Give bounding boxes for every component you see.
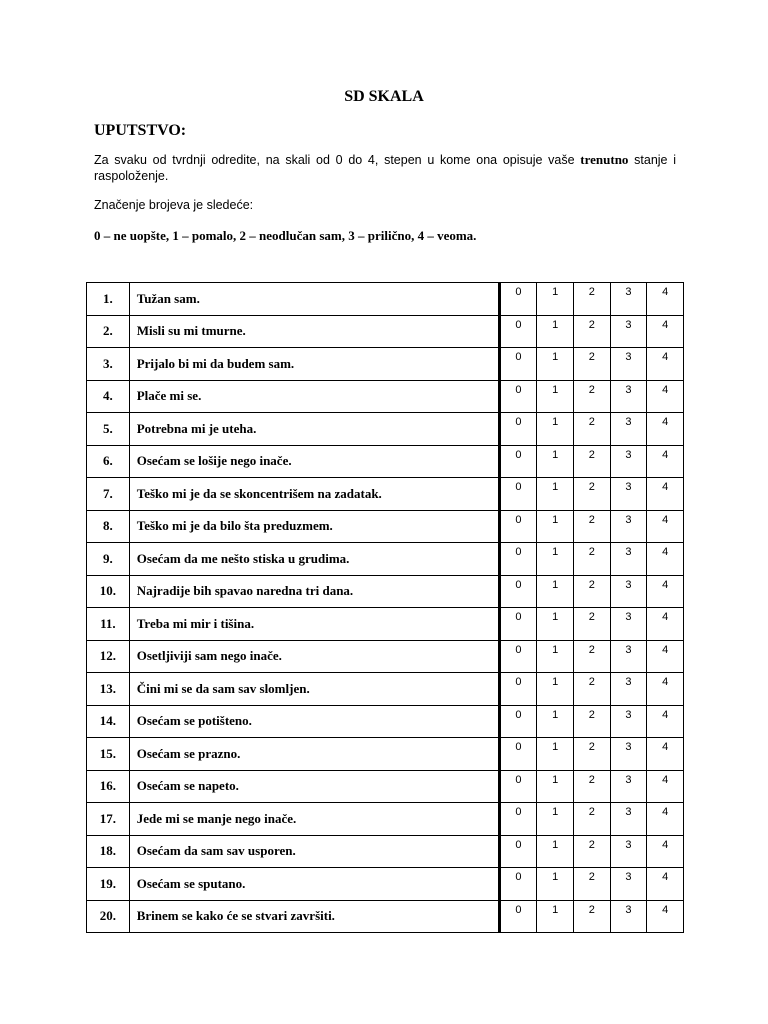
table-row — [87, 575, 684, 608]
item-statement: Čini mi se da sam sav slomljen. — [129, 673, 499, 706]
rating-option-3[interactable]: 3 — [610, 803, 647, 836]
rating-option-3[interactable]: 3 — [610, 478, 647, 511]
rating-option-4[interactable]: 4 — [647, 380, 684, 413]
rating-option-1[interactable]: 1 — [537, 868, 574, 901]
rating-option-0[interactable]: 0 — [499, 835, 537, 868]
rating-option-4[interactable]: 4 — [647, 283, 684, 316]
rating-option-4[interactable]: 4 — [647, 445, 684, 478]
item-statement: Plače mi se. — [129, 380, 499, 413]
rating-option-4[interactable]: 4 — [647, 900, 684, 933]
rating-option-1[interactable]: 1 — [537, 575, 574, 608]
rating-option-3[interactable]: 3 — [610, 770, 647, 803]
rating-option-3[interactable]: 3 — [610, 315, 647, 348]
rating-option-0[interactable]: 0 — [499, 315, 537, 348]
rating-option-2[interactable]: 2 — [573, 283, 610, 316]
rating-option-4[interactable]: 4 — [647, 868, 684, 901]
table-row — [87, 348, 684, 381]
rating-option-4[interactable]: 4 — [647, 543, 684, 576]
item-statement: Osećam da me nešto stiska u grudima. — [129, 543, 499, 576]
rating-option-4[interactable]: 4 — [647, 803, 684, 836]
item-number: 18. — [87, 835, 130, 868]
item-statement: Osetljiviji sam nego inače. — [129, 640, 499, 673]
instruction-text-before: Za svaku od tvrdnji odredite, na skali od 0 do 4, stepen u kome ona opisuje vaše — [94, 153, 581, 167]
rating-option-0[interactable]: 0 — [499, 900, 537, 933]
rating-option-3[interactable]: 3 — [610, 413, 647, 446]
table-row — [87, 478, 684, 511]
rating-option-4[interactable]: 4 — [647, 413, 684, 446]
item-number: 14. — [87, 705, 130, 738]
item-number: 1. — [87, 283, 130, 316]
item-number: 4. — [87, 380, 130, 413]
rating-option-0[interactable]: 0 — [499, 640, 537, 673]
rating-option-2[interactable]: 2 — [573, 575, 610, 608]
item-statement: Osećam se lošije nego inače. — [129, 445, 499, 478]
rating-option-1[interactable]: 1 — [537, 283, 574, 316]
rating-option-4[interactable]: 4 — [647, 575, 684, 608]
rating-option-3[interactable]: 3 — [610, 608, 647, 641]
rating-option-1[interactable]: 1 — [537, 673, 574, 706]
item-number: 15. — [87, 738, 130, 771]
rating-option-3[interactable]: 3 — [610, 348, 647, 381]
rating-option-0[interactable]: 0 — [499, 380, 537, 413]
table-row — [87, 640, 684, 673]
rating-option-4[interactable]: 4 — [647, 640, 684, 673]
item-number: 2. — [87, 315, 130, 348]
rating-option-1[interactable]: 1 — [537, 803, 574, 836]
scale-legend: 0 – ne uopšte, 1 – pomalo, 2 – neodlučan sam, 3 – prilično, 4 – veoma. — [94, 228, 477, 243]
item-statement: Najradije bih spavao naredna tri dana. — [129, 575, 499, 608]
rating-option-2[interactable]: 2 — [573, 380, 610, 413]
item-number: 9. — [87, 543, 130, 576]
rating-option-3[interactable]: 3 — [610, 445, 647, 478]
rating-option-1[interactable]: 1 — [537, 510, 574, 543]
rating-option-2[interactable]: 2 — [573, 640, 610, 673]
table-row — [87, 510, 684, 543]
item-number: 5. — [87, 413, 130, 446]
item-number: 8. — [87, 510, 130, 543]
item-statement: Osećam se sputano. — [129, 868, 499, 901]
item-statement: Jede mi se manje nego inače. — [129, 803, 499, 836]
rating-option-0[interactable]: 0 — [499, 608, 537, 641]
rating-option-3[interactable]: 3 — [610, 835, 647, 868]
table-row — [87, 315, 684, 348]
item-statement: Osećam se napeto. — [129, 770, 499, 803]
item-statement: Brinem se kako će se stvari završiti. — [129, 900, 499, 933]
rating-option-2[interactable]: 2 — [573, 445, 610, 478]
table-row — [87, 413, 684, 446]
item-statement: Prijalo bi mi da budem sam. — [129, 348, 499, 381]
item-number: 6. — [87, 445, 130, 478]
rating-option-3[interactable]: 3 — [610, 283, 647, 316]
rating-option-1[interactable]: 1 — [537, 770, 574, 803]
item-number: 3. — [87, 348, 130, 381]
rating-option-0[interactable]: 0 — [499, 283, 537, 316]
rating-option-0[interactable]: 0 — [499, 868, 537, 901]
rating-option-4[interactable]: 4 — [647, 673, 684, 706]
rating-option-0[interactable]: 0 — [499, 673, 537, 706]
rating-option-3[interactable]: 3 — [610, 705, 647, 738]
rating-option-1[interactable]: 1 — [537, 348, 574, 381]
rating-option-0[interactable]: 0 — [499, 738, 537, 771]
rating-option-4[interactable]: 4 — [647, 608, 684, 641]
rating-option-3[interactable]: 3 — [610, 510, 647, 543]
table-row — [87, 283, 684, 316]
item-statement: Osećam se potišteno. — [129, 705, 499, 738]
instruction-text-after: stanje i raspoloženje. — [94, 153, 676, 183]
rating-option-1[interactable]: 1 — [537, 835, 574, 868]
rating-option-4[interactable]: 4 — [647, 478, 684, 511]
item-statement: Treba mi mir i tišina. — [129, 608, 499, 641]
item-number: 13. — [87, 673, 130, 706]
rating-option-1[interactable]: 1 — [537, 315, 574, 348]
rating-option-2[interactable]: 2 — [573, 705, 610, 738]
rating-option-1[interactable]: 1 — [537, 900, 574, 933]
rating-option-3[interactable]: 3 — [610, 575, 647, 608]
item-number: 7. — [87, 478, 130, 511]
rating-option-0[interactable]: 0 — [499, 770, 537, 803]
item-number: 11. — [87, 608, 130, 641]
rating-option-0[interactable]: 0 — [499, 413, 537, 446]
rating-option-2[interactable]: 2 — [573, 510, 610, 543]
rating-option-4[interactable]: 4 — [647, 510, 684, 543]
instructions-heading: UPUTSTVO: — [94, 122, 187, 139]
rating-option-4[interactable]: 4 — [647, 348, 684, 381]
rating-option-2[interactable]: 2 — [573, 608, 610, 641]
item-statement: Teško mi je da se skoncentrišem na zadatak. — [129, 478, 499, 511]
table-row — [87, 380, 684, 413]
rating-option-0[interactable]: 0 — [499, 445, 537, 478]
rating-option-4[interactable]: 4 — [647, 770, 684, 803]
item-statement: Osećam se prazno. — [129, 738, 499, 771]
rating-option-0[interactable]: 0 — [499, 803, 537, 836]
rating-option-3[interactable]: 3 — [610, 543, 647, 576]
item-number: 17. — [87, 803, 130, 836]
table-row — [87, 705, 684, 738]
item-statement: Osećam da sam sav usporen. — [129, 835, 499, 868]
item-statement: Tužan sam. — [129, 283, 499, 316]
instruction-text-bold: trenutno — [580, 152, 629, 167]
rating-option-2[interactable]: 2 — [573, 315, 610, 348]
table-row — [87, 445, 684, 478]
rating-option-3[interactable]: 3 — [610, 868, 647, 901]
rating-option-2[interactable]: 2 — [573, 738, 610, 771]
item-statement: Potrebna mi je uteha. — [129, 413, 499, 446]
meaning-label: Značenje brojeva je sledeće: — [94, 198, 254, 212]
rating-option-3[interactable]: 3 — [610, 673, 647, 706]
table-row — [87, 868, 684, 901]
rating-option-4[interactable]: 4 — [647, 705, 684, 738]
table-row — [87, 543, 684, 576]
rating-option-1[interactable]: 1 — [537, 640, 574, 673]
table-row — [87, 900, 684, 933]
rating-option-3[interactable]: 3 — [610, 738, 647, 771]
rating-option-2[interactable]: 2 — [573, 868, 610, 901]
rating-table — [86, 282, 684, 933]
rating-option-1[interactable]: 1 — [537, 738, 574, 771]
rating-option-2[interactable]: 2 — [573, 413, 610, 446]
rating-option-3[interactable]: 3 — [610, 640, 647, 673]
rating-option-2[interactable]: 2 — [573, 673, 610, 706]
rating-option-3[interactable]: 3 — [610, 900, 647, 933]
rating-option-4[interactable]: 4 — [647, 315, 684, 348]
rating-option-1[interactable]: 1 — [537, 543, 574, 576]
rating-option-1[interactable]: 1 — [537, 413, 574, 446]
rating-option-2[interactable]: 2 — [573, 478, 610, 511]
table-row — [87, 738, 684, 771]
item-number: 12. — [87, 640, 130, 673]
rating-option-3[interactable]: 3 — [610, 380, 647, 413]
document-title: SD SKALA — [344, 88, 424, 105]
table-row — [87, 770, 684, 803]
rating-option-0[interactable]: 0 — [499, 575, 537, 608]
rating-option-1[interactable]: 1 — [537, 445, 574, 478]
rating-option-0[interactable]: 0 — [499, 348, 537, 381]
table-row — [87, 673, 684, 706]
item-number: 16. — [87, 770, 130, 803]
rating-option-2[interactable]: 2 — [573, 835, 610, 868]
rating-option-2[interactable]: 2 — [573, 900, 610, 933]
rating-option-2[interactable]: 2 — [573, 803, 610, 836]
rating-option-0[interactable]: 0 — [499, 478, 537, 511]
rating-option-1[interactable]: 1 — [537, 608, 574, 641]
rating-option-0[interactable]: 0 — [499, 510, 537, 543]
rating-option-2[interactable]: 2 — [573, 543, 610, 576]
item-statement: Teško mi je da bilo šta preduzmem. — [129, 510, 499, 543]
item-number: 19. — [87, 868, 130, 901]
rating-option-0[interactable]: 0 — [499, 705, 537, 738]
rating-option-0[interactable]: 0 — [499, 543, 537, 576]
rating-option-4[interactable]: 4 — [647, 738, 684, 771]
rating-option-2[interactable]: 2 — [573, 348, 610, 381]
rating-option-1[interactable]: 1 — [537, 705, 574, 738]
rating-option-1[interactable]: 1 — [537, 478, 574, 511]
rating-option-1[interactable]: 1 — [537, 380, 574, 413]
rating-option-4[interactable]: 4 — [647, 835, 684, 868]
table-row — [87, 803, 684, 836]
item-number: 10. — [87, 575, 130, 608]
table-row — [87, 835, 684, 868]
item-statement: Misli su mi tmurne. — [129, 315, 499, 348]
item-number: 20. — [87, 900, 130, 933]
rating-option-2[interactable]: 2 — [573, 770, 610, 803]
table-row — [87, 608, 684, 641]
instruction-paragraph — [94, 152, 676, 184]
